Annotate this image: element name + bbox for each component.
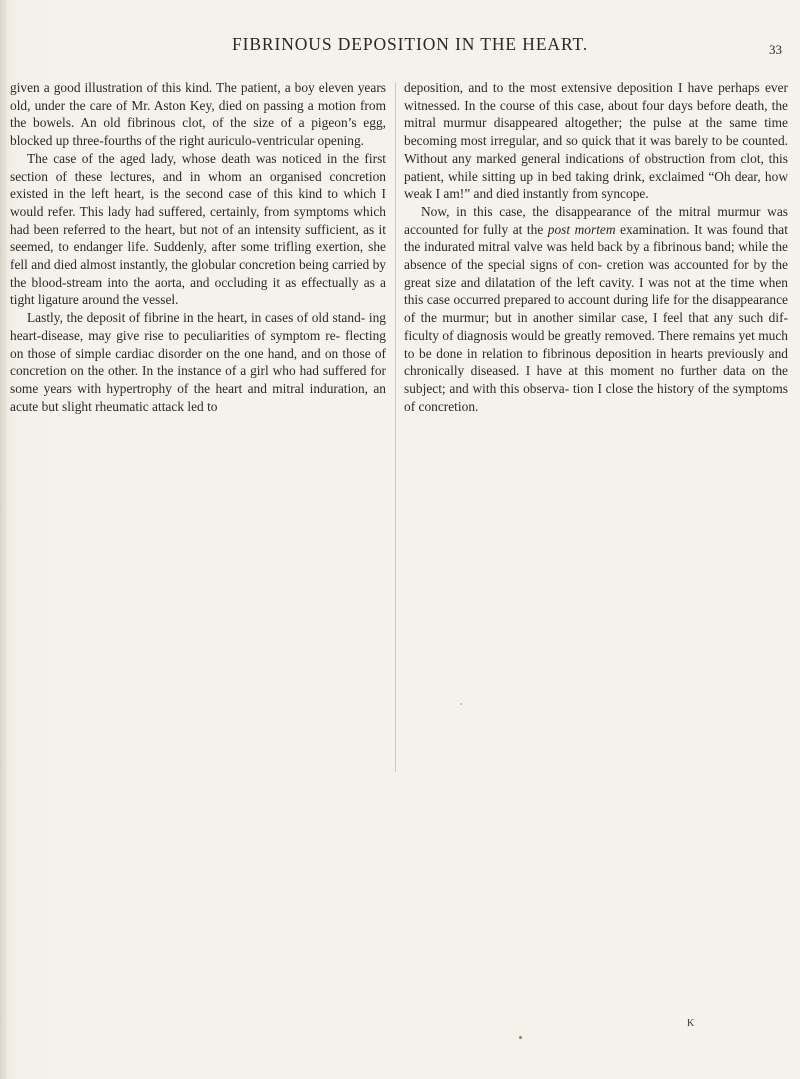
- text-run: deposition, and to the most extensive deposition I have perhaps ever witnessed. In the course of this case, about four days before death, the mitral murmur disappeared altogether; the pulse at the same time becoming most irregular, and so quick that it was barely to be counted. Without any marked general indications of obstruction from clot, this patient, while sitting up in bed taking drink, exclaimed: [404, 80, 788, 184]
- right-column: [404, 79, 788, 415]
- quotation: “Oh dear, how weak I am!”: [404, 168, 788, 202]
- paragraph: The case of the aged lady, whose death was noticed in the first section of these lectures, and in whom an organised concretion existed in the left heart, is the second case of this kind to which I would refer. This lady had suffered, certainly, from symptoms which had been referred to the heart, but not of an intensity sufficient, as it seemed, to endanger life. Suddenly, after some trifling exertion, she fell and died almost instantly, the globular concretion being carried by the blood-stream into the aorta, and occluding it as effectually as a tight ligature around the vessel.: [10, 150, 386, 308]
- paper-speck: [519, 1036, 522, 1039]
- paragraph: Lastly, the deposit of fibrine in the heart, in cases of old stand- ing heart-disease, may give rise to peculiarities of symptom re- flecting on those of simple cardiac disorder on the one hand, and on those of concretion on the other. In the instance of a girl who had suffered for some years with hypertrophy of the heart and mitral induration, an acute but slight rheumatic attack led to: [10, 310, 386, 414]
- gutter-shadow: [0, 0, 8, 1079]
- running-title: FIBRINOUS DEPOSITION IN THE HEART.: [232, 34, 589, 54]
- page-header: [0, 34, 800, 58]
- text-run: Now, in this case, the disappearance of the mitral murmur was accounted for fully at the: [404, 203, 788, 237]
- paragraph: given a good illustration of this kind. The patient, a boy eleven years old, under the care of Mr. Aston Key, died on passing a motion from the bowels. An old fibrinous clot, of the size of a pigeon’s egg, blocked up three-fourths of the right auriculo-ventricular opening.: [10, 80, 386, 149]
- column-divider: [395, 82, 396, 772]
- italic-term: post mortem: [547, 221, 616, 237]
- paragraph: [404, 79, 788, 203]
- signature-mark: K: [687, 1018, 695, 1029]
- paragraph: [404, 203, 788, 415]
- left-column: [10, 79, 386, 415]
- page-number: 33: [769, 42, 782, 57]
- text-run: and died instantly from syncope.: [470, 186, 649, 202]
- text-run: examination. It was found that the indurated mitral valve was held back by a fibrinous band; while the absence of the special signs of con- cretion was accounted for by the great size and dilatation of the left cavity. I was not at the time when this case occurred prepared to account during life for the disappearance of the murmur; but in another similar case, I feel that any such dif- ficulty of diagnosis would be greatly removed. There remains yet much to be done in relation to fibrinous deposition in hearts previously and chronically diseased. I have at this moment no further data on the subject; and with this observa- tion I close the history of the symptoms of concretion.: [404, 221, 788, 414]
- paper-speck: [460, 703, 462, 705]
